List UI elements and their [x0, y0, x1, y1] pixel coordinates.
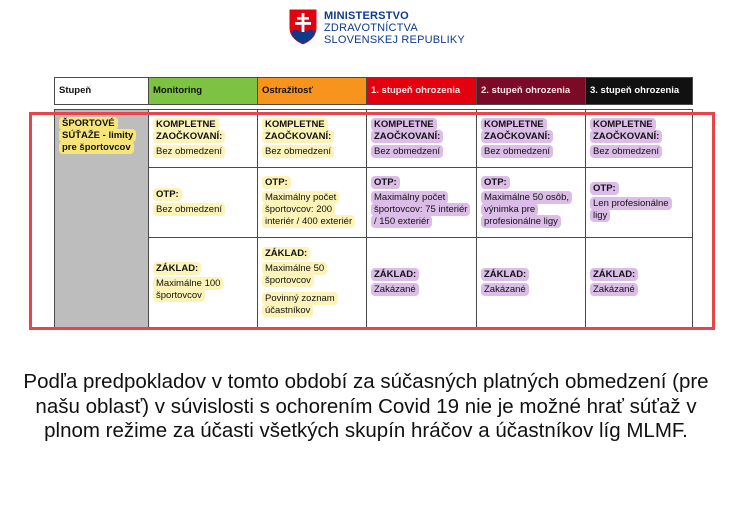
table-cell — [367, 168, 477, 238]
restrictions-table — [54, 77, 693, 328]
col-header-monitoring: Monitoring — [149, 78, 258, 105]
cell-text: Bez obmedzení — [371, 145, 443, 158]
row-label: ŠPORTOVÉ SÚŤAŽE - limity pre športovcov — [59, 117, 136, 154]
logo-line-3: SLOVENSKEJ REPUBLIKY — [324, 34, 465, 46]
table-cell — [586, 110, 693, 168]
cell-text: Maximálne 50 športovcov — [262, 262, 327, 287]
cell-text: Bez obmedzení — [153, 145, 225, 158]
table-cell — [149, 238, 258, 328]
cell-text: Bez obmedzení — [262, 145, 334, 158]
cell-text: Len profesionálne ligy — [590, 197, 672, 222]
cell-title: ZÁKLAD: — [153, 262, 201, 275]
cell-title: ZÁKLAD: — [590, 268, 638, 281]
col-header-stupen: Stupeň — [55, 78, 149, 105]
cell-text: Maximálne 100 športovcov — [153, 277, 223, 302]
col-header-stupen-3: 3. stupeň ohrozenia — [586, 78, 693, 105]
col-header-stupen-1: 1. stupeň ohrozenia — [367, 78, 477, 105]
logo-line-1: MINISTERSTVO — [324, 10, 409, 22]
cell-text: Maximálny počet športovcov: 75 interiér / 150 exteriér — [371, 191, 470, 228]
cell-text: Maximálne 50 osôb, výnimka pre profesionálne ligy — [481, 191, 572, 228]
table-cell — [477, 110, 586, 168]
table-cell — [477, 238, 586, 328]
logo-line-2: ZDRAVOTNÍCTVA — [324, 22, 418, 34]
cell-title: OTP: — [371, 176, 400, 189]
ministry-logo — [288, 6, 478, 54]
cell-text: Bez obmedzení — [153, 203, 225, 216]
table-row — [55, 238, 693, 328]
cell-text: Zakázané — [371, 283, 419, 296]
cell-title: KOMPLETNE ZAOČKOVANÍ: — [481, 118, 553, 143]
table-cell — [149, 168, 258, 238]
table-cell — [477, 168, 586, 238]
logo-text — [324, 10, 465, 46]
cell-title: ZÁKLAD: — [262, 247, 310, 260]
col-header-ostrazitost: Ostražitosť — [258, 78, 367, 105]
table-header-row — [55, 78, 693, 105]
table-cell — [367, 110, 477, 168]
cell-text: Zakázané — [590, 283, 638, 296]
cell-title: OTP: — [262, 176, 291, 189]
cell-text: Bez obmedzení — [481, 145, 553, 158]
cell-text: Zakázané — [481, 283, 529, 296]
cell-text: Bez obmedzení — [590, 145, 662, 158]
cell-title: OTP: — [481, 176, 510, 189]
cell-title: KOMPLETNE ZAOČKOVANÍ: — [262, 118, 334, 143]
table-cell — [258, 110, 367, 168]
coat-of-arms-icon — [288, 8, 318, 46]
row-label-cell — [55, 110, 149, 328]
table-cell — [586, 168, 693, 238]
table-cell — [258, 238, 367, 328]
cell-text: Maximálny počet športovcov: 200 interiér / 400 exteriér — [262, 191, 355, 228]
cell-title: ZÁKLAD: — [371, 268, 419, 281]
cell-title: ZÁKLAD: — [481, 268, 529, 281]
caption-text: Podľa predpokladov v tomto období za súčasných platných obmedzení (pre našu oblasť) v súvislosti s ochorením Covid 19 nie je možné hrať súťaž v plnom režime za účasti všetkých skupín hráčov a účastníkov líg MLMF. — [23, 370, 709, 442]
table-row — [55, 110, 693, 168]
cell-title: KOMPLETNE ZAOČKOVANÍ: — [590, 118, 662, 143]
cell-title: KOMPLETNE ZAOČKOVANÍ: — [153, 118, 225, 143]
cell-extra-text: Povinný zoznam účastníkov — [262, 292, 338, 317]
table-cell — [258, 168, 367, 238]
table-cell — [586, 238, 693, 328]
table-row — [55, 168, 693, 238]
col-header-stupen-2: 2. stupeň ohrozenia — [477, 78, 586, 105]
cell-title: OTP: — [590, 182, 619, 195]
cell-title: KOMPLETNE ZAOČKOVANÍ: — [371, 118, 443, 143]
cell-title: OTP: — [153, 188, 182, 201]
table-cell — [149, 110, 258, 168]
table-cell — [367, 238, 477, 328]
